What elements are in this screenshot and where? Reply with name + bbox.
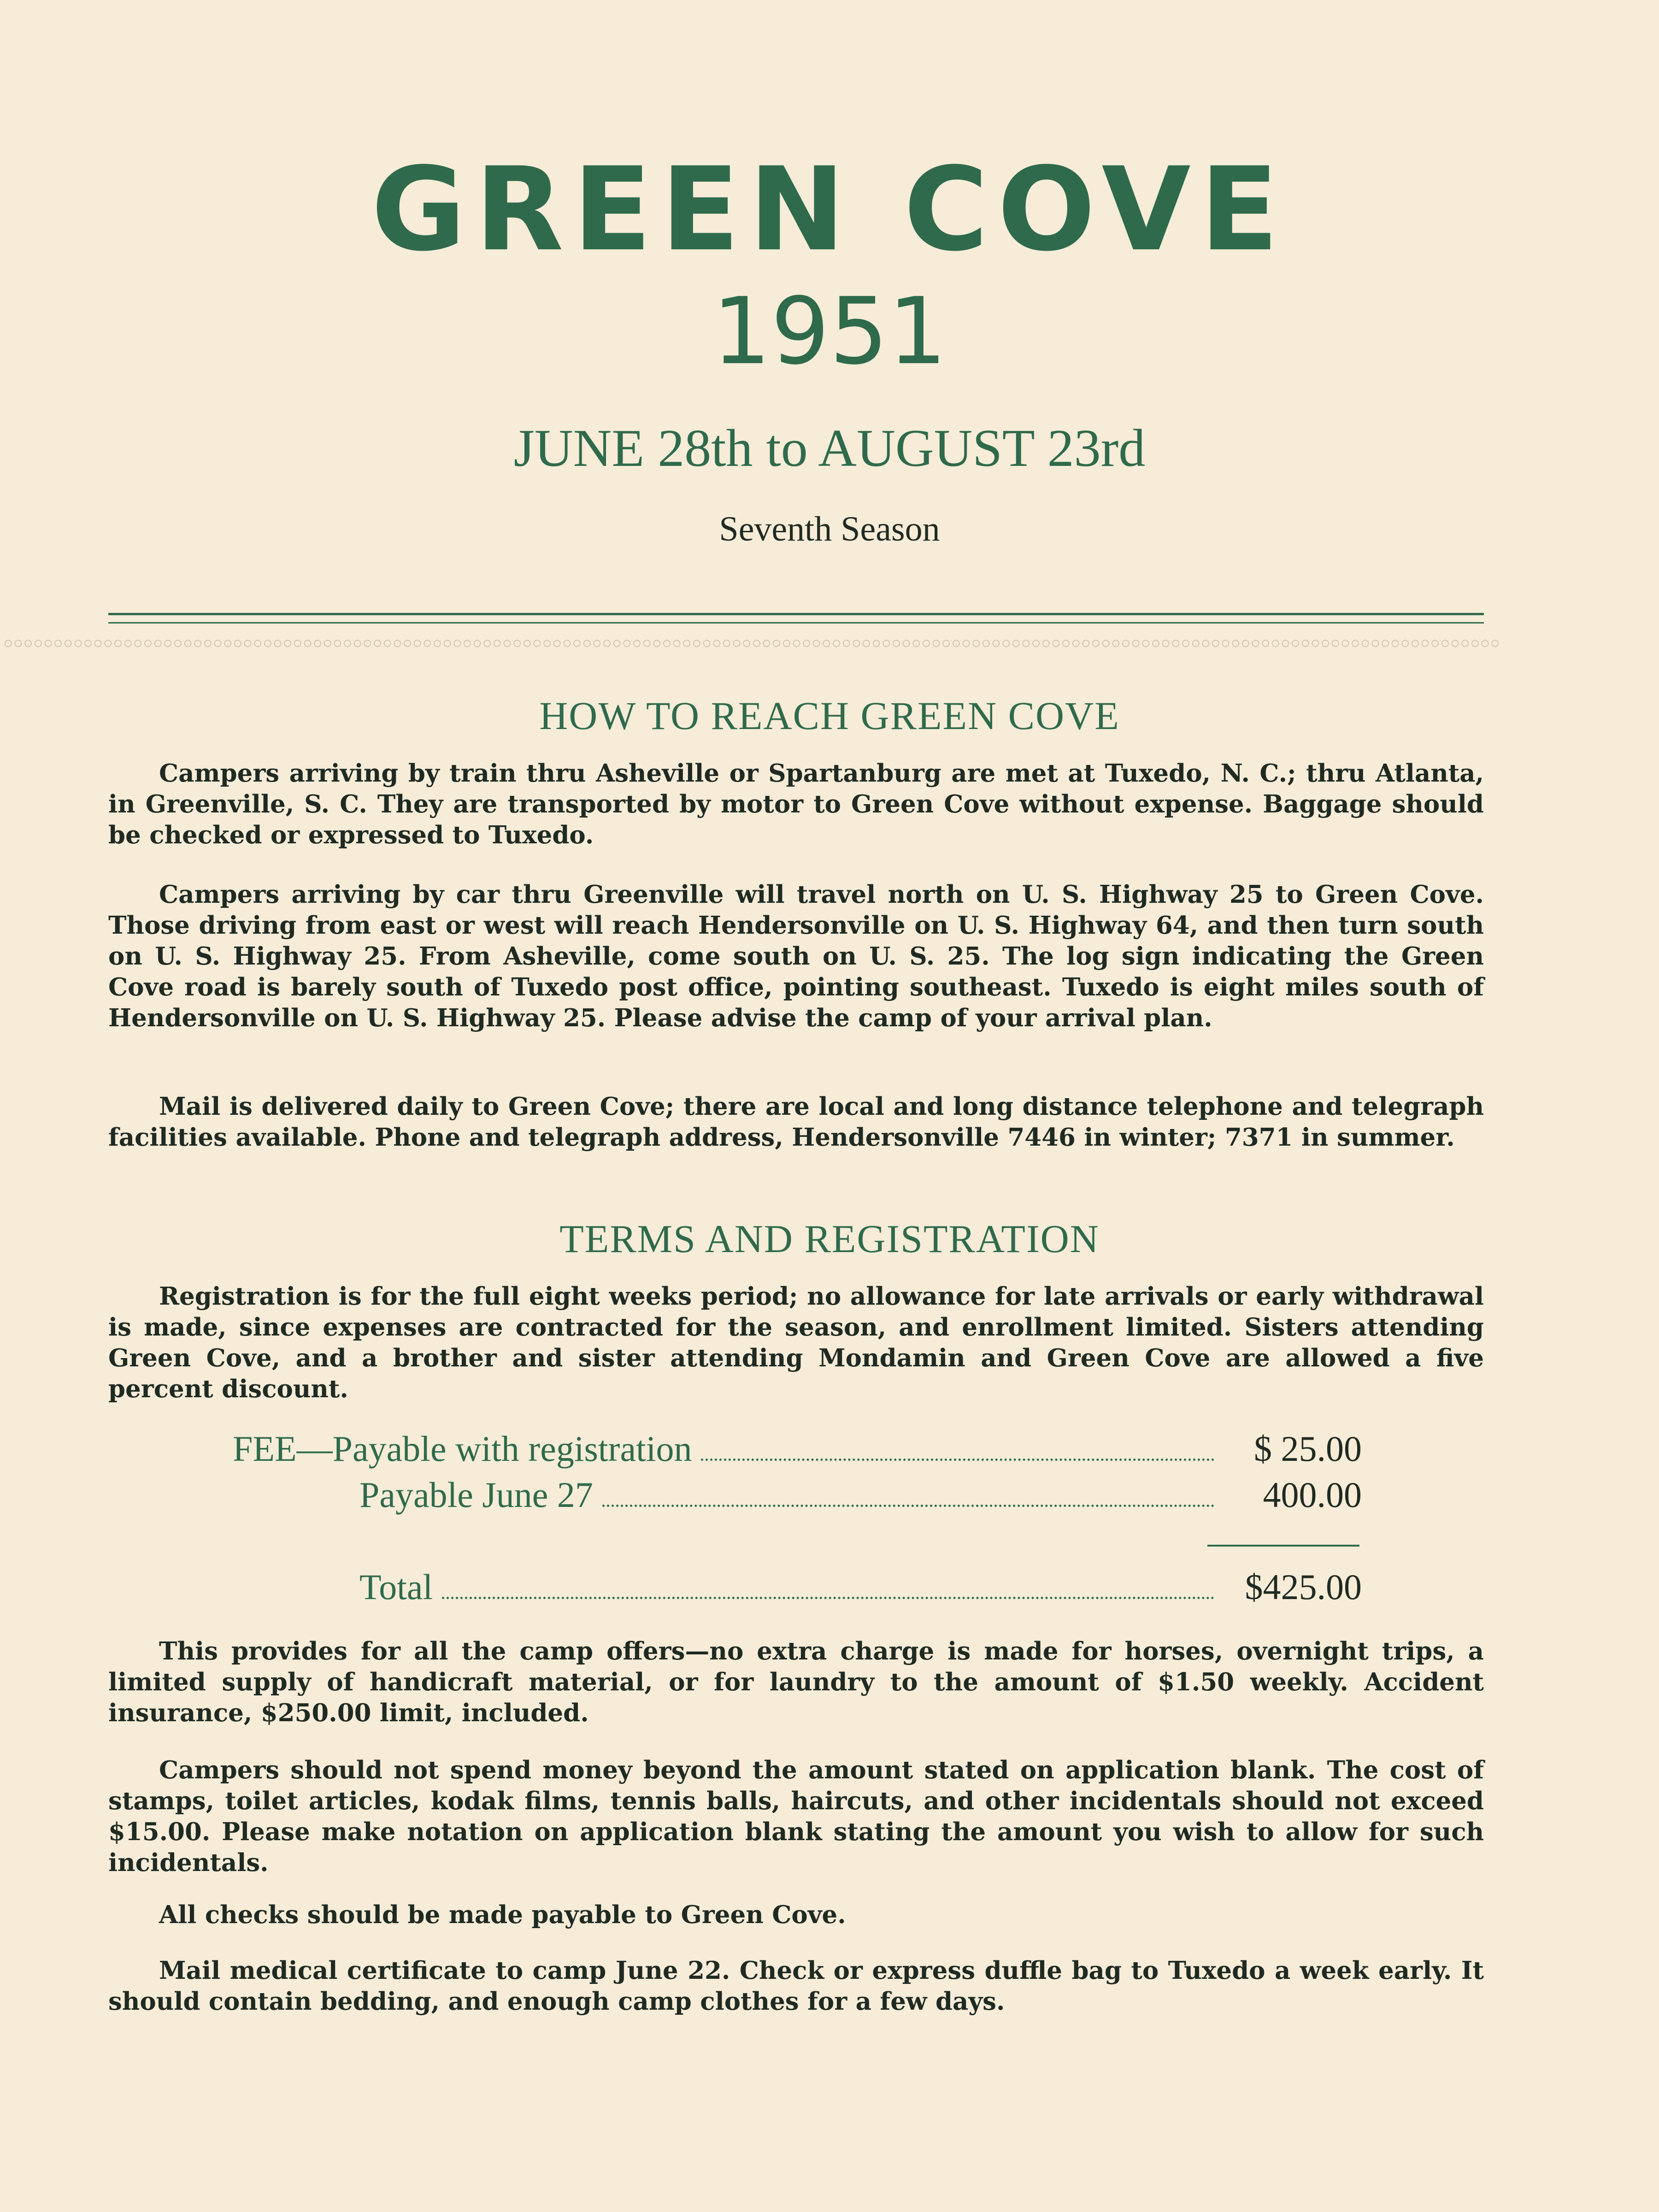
reach-paragraph: Campers arriving by train thru Asheville or Spartanburg are met at Tuxedo, N. C.; thru Atlanta, in Greenville, S. C. They are transported by motor to Green Cove without expense. Baggage should be checked or expressed to Tuxedo. [108, 759, 1484, 849]
total-amount: $425.00 [1245, 1567, 1362, 1607]
header-rule-bottom [108, 622, 1484, 624]
terms-paragraph: This provides for all the camp offers—no extra charge is made for horses, overnight trips, a limited supply of handicraft material, or for laundry to the amount of $1.50 weekly. Accident insurance, $250.00 limit, included. [108, 1637, 1484, 1727]
season-label: Seventh Season [719, 510, 940, 548]
how-to-reach-heading: HOW TO REACH GREEN COVE [539, 694, 1120, 738]
terms-paragraph: All checks should be made payable to Green Cove. [159, 1900, 846, 1929]
fee-row-registration [233, 1431, 1362, 1467]
camp-title: GREEN COVE [371, 142, 1288, 276]
terms-paragraph: Mail medical certificate to camp June 22. Check or express duffle bag to Tuxedo a week early. It should contain bedding, and enough camp clothes for a few days. [108, 1956, 1484, 2016]
leader-dots [701, 1459, 1214, 1461]
camp-dates: JUNE 28th to AUGUST 23rd [513, 419, 1146, 478]
fee-amount: $ 25.00 [1254, 1429, 1362, 1469]
fee-label: FEE—Payable with registration [233, 1429, 692, 1469]
reach-paragraph: Campers arriving by car thru Greenville will travel north on U. S. Highway 25 to Green Cove. Those driving from east or west will reach Hendersonville on U. S. Highway 64, and then turn south on U. S. Highway 25. From Asheville, come south on U. S. 25. The log sign indicating the Green Cove road is barely south of Tuxedo post office, pointing southeast. Tuxedo is eight miles south of Hendersonville on U. S. Highway 25. Please advise the camp of your arrival plan. [108, 880, 1484, 1032]
total-label: Total [359, 1567, 433, 1607]
leader-dots [602, 1505, 1214, 1507]
fee-row-june [359, 1477, 1362, 1513]
perforation-line: ○○○○○○○○○○○○○○○○○○○○○○○○○○○○○○○○○○○○○○○○○○○○○○○○○○○○○○○○○○○○○○○○○○○○○○○○○○○○○○○○○○○○○○○○○○○○○○○○○○○○○○○○○○○○○○○○○○○○○○○○○○○○○○○○○○○○○○○○○○○○○○○○○○○○○○ [5, 636, 1501, 650]
leader-dots [442, 1597, 1214, 1599]
camp-year: 1951 [712, 278, 947, 385]
header-rule-top [108, 613, 1484, 615]
fee-amount: 400.00 [1263, 1475, 1362, 1515]
sum-rule [1207, 1545, 1359, 1547]
terms-intro-paragraph: Registration is for the full eight weeks period; no allowance for late arrivals or early withdrawal is made, since expenses are contracted for the season, and enrollment limited. Sisters attending Green Cove, and a brother and sister attending Mondamin and Green Cove are allowed a five percent discount. [108, 1282, 1484, 1403]
terms-paragraph: Campers should not spend money beyond the amount stated on application blank. The cost of stamps, toilet articles, kodak films, tennis balls, haircuts, and other incidentals should not exceed $15.00. Please make notation on application blank stating the amount you wish to allow for such incidentals. [108, 1756, 1484, 1877]
fee-label: Payable June 27 [359, 1475, 593, 1515]
fee-row-total [359, 1569, 1362, 1605]
terms-heading: TERMS AND REGISTRATION [559, 1217, 1100, 1261]
reach-paragraph: Mail is delivered daily to Green Cove; there are local and long distance telephone and telegraph facilities available. Phone and telegraph address, Hendersonville 7446 in winter; 7371 in summer. [108, 1092, 1484, 1152]
